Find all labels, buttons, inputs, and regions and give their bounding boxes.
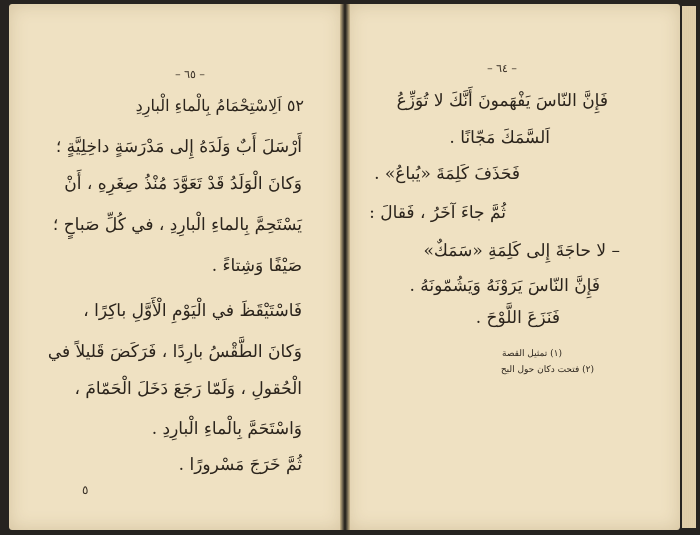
left-line-9: ثُمَّ خَرَجَ مَسْرورًا . — [178, 455, 302, 475]
right-line-4: ثُمَّ جاءَ آخَرُ ، فَقالَ : — [369, 203, 506, 223]
right-line-6: فَإِنَّ النّاسَ يَرَوْنَهُ وَيَشُمّونَهُ . — [409, 276, 600, 296]
page-edges — [682, 6, 696, 528]
left-line-5: فَاسْتَيْقَظَ في الْيَوْمِ الْأَوَّلِ باكِرًا ، — [83, 301, 302, 321]
book-gutter — [340, 4, 350, 530]
footnote-1: (١) تمثيل القصة — [502, 349, 562, 359]
left-line-7: الْحُقولِ ، وَلَمّا رَجَعَ دَخَلَ الْحَمّامَ ، — [74, 379, 302, 399]
right-line-1: فَإِنَّ النّاسَ يَفْهَمونَ أَنَّكَ لا تُوَزِّعُ — [396, 91, 608, 111]
right-line-7: فَنَزَعَ اللَّوْحَ . — [475, 308, 560, 328]
left-line-8: وَاسْتَحَمَّ بِالْماءِ الْبارِدِ . — [151, 419, 302, 439]
right-line-3: فَحَذَفَ كَلِمَةَ «يُباعُ» . — [374, 164, 520, 184]
right-page-number: – ٦٤ – — [487, 62, 517, 75]
right-page — [348, 4, 680, 530]
lesson-heading: ٥٢ اَلِاسْتِحْمَامُ بِالْماءِ الْبارِدِ — [135, 96, 304, 115]
left-line-3: يَسْتَحِمَّ بِالماءِ الْبارِدِ ، في كُلِّ صَباحٍ ؛ — [52, 215, 302, 235]
right-line-5: – لا حاجَةَ إِلى كَلِمَةِ «سَمَكٌ» — [423, 241, 620, 261]
left-page-number: – ٦٥ – — [175, 68, 205, 81]
left-line-1: أَرْسَلَ أَبٌ وَلَدَهُ إِلى مَدْرَسَةٍ داخِلِيَّةٍ ؛ — [55, 137, 302, 157]
left-line-6: وَكانَ الطَّقْسُ بارِدًا ، فَرَكَضَ قَليلاً في — [47, 342, 302, 362]
left-line-2: وَكانَ الْوَلَدُ قَدْ تَعَوَّدَ مُنْذُ صِغَرِهِ ، أَنْ — [64, 174, 302, 194]
footnote-2: (٢) فتحت دكان حول البح — [500, 365, 594, 375]
left-line-4: صَيْفًا وَشِتاءً . — [211, 256, 302, 276]
right-line-2: اَلسَّمَكَ مَجّانًا . — [449, 128, 550, 148]
signature-mark: ٥ — [82, 483, 89, 497]
